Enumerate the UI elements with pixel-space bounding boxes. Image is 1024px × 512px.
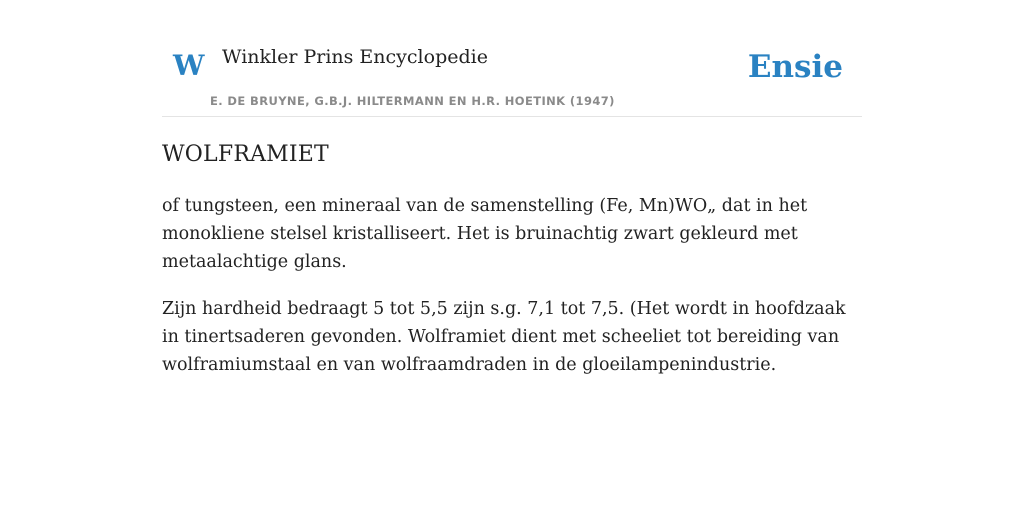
entry-paragraph-1: of tungsteen, een mineraal van de samenstelling (Fe, Mn)WO„ dat in het monokliene stelsel kristalliseert. Het is bruinachtig zwart gekleurd met metaalachtige glans. [162,196,808,272]
encyclopedia-logo-link[interactable]: W [173,49,205,82]
ensie-brand-link[interactable]: Ensie [747,49,843,85]
entry-title: WOLFRAMIET [162,142,329,167]
book-authors: E. DE BRUYNE, G.B.J. HILTERMANN EN H.R. HOETINK (1947) [210,94,615,108]
entry-article [162,138,862,379]
entry-paragraph-2: Zijn hardheid bedraagt 5 tot 5,5 zijn s.g. 7,1 tot 7,5. (Het wordt in hoofdzaak in tinertsaderen gevonden. Wolframiet dient met scheeliet tot bereiding van wolframiumstaal en van wolfraamdraden in de gloeilampenindustrie. [162,299,846,375]
book-header [162,0,862,117]
book-title: Winkler Prins Encyclopedie [222,46,488,68]
